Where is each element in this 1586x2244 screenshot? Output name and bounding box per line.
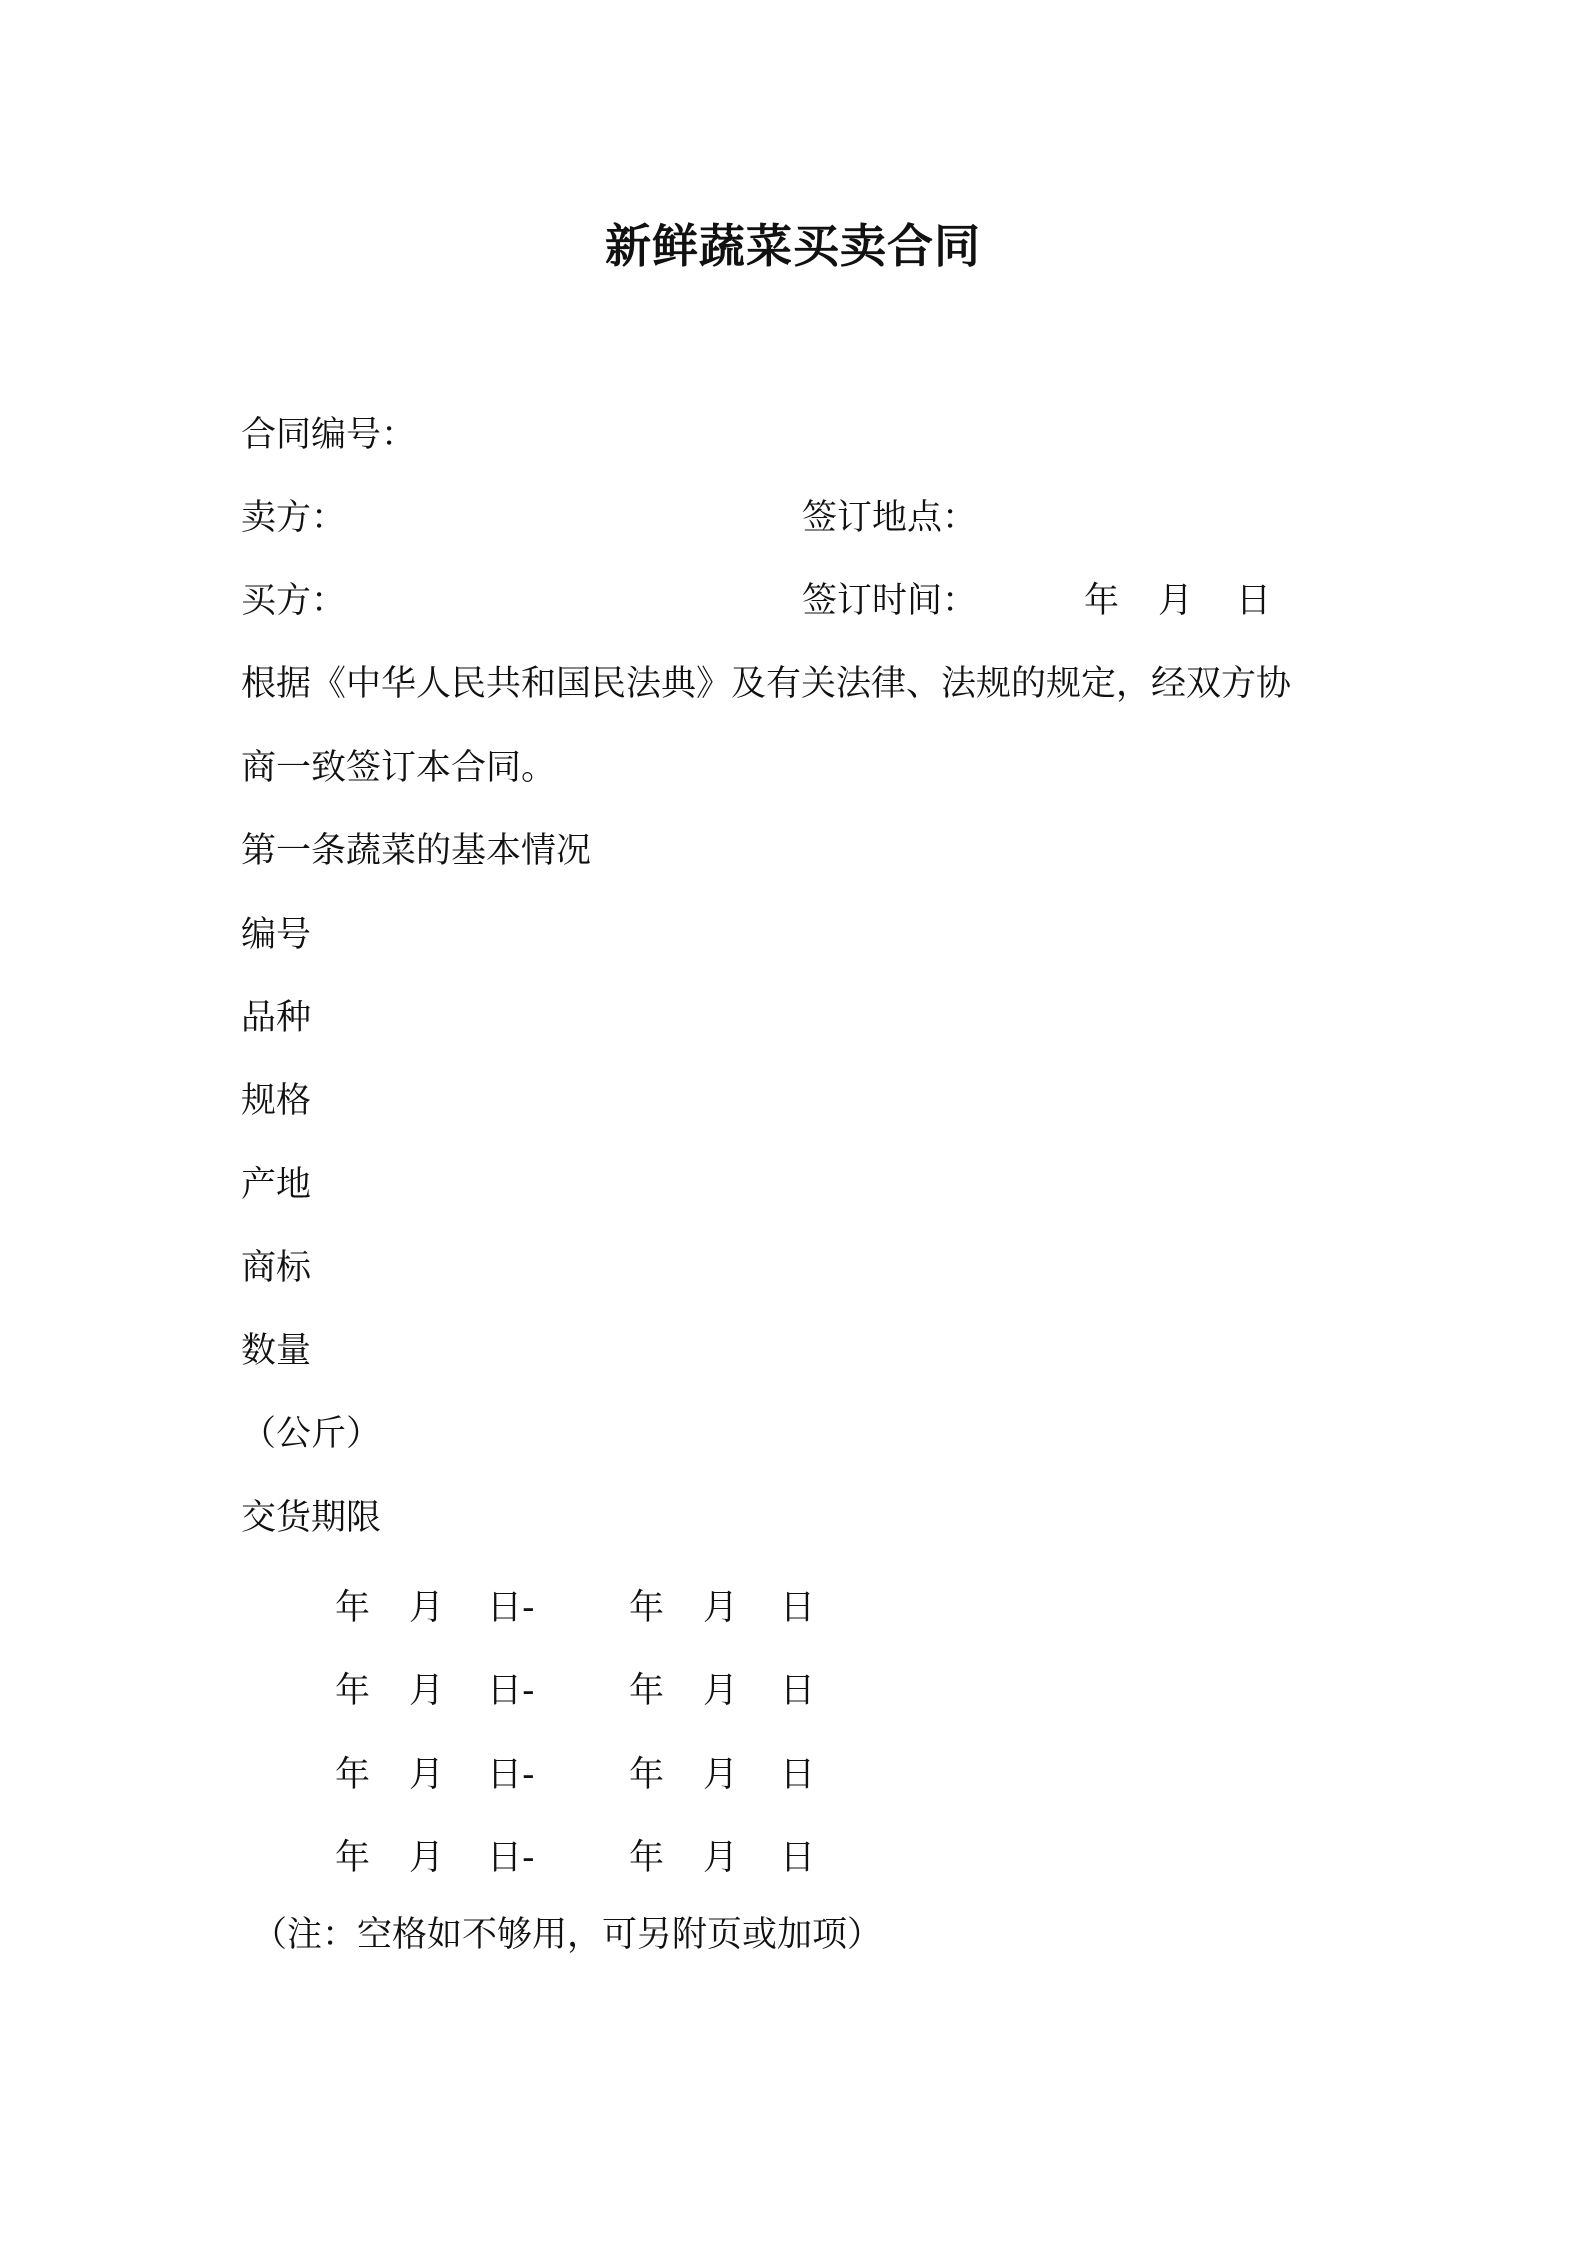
sign-time-day: 日 (1236, 581, 1272, 621)
delivery-start-year: 年 (335, 1838, 371, 1878)
footnote: （注：空格如不够用，可另附页或加项） (252, 1915, 883, 1955)
field-label-specification: 规格 (241, 1081, 312, 1121)
seller-label: 卖方： (241, 498, 347, 538)
field-label-variety: 品种 (241, 998, 312, 1038)
delivery-end-year: 年 (629, 1755, 665, 1795)
delivery-start-month: 月 (409, 1838, 445, 1878)
delivery-end-year: 年 (629, 1838, 665, 1878)
contract-number-label: 合同编号： (241, 415, 417, 455)
sign-time-year: 年 (1084, 581, 1120, 621)
delivery-end-month: 月 (703, 1755, 739, 1795)
preamble-line-1: 根据《中华人民共和国民法典》及有关法律、法规的规定，经双方协 (241, 664, 1292, 704)
document-title: 新鲜蔬菜买卖合同 (605, 219, 981, 273)
field-label-origin: 产地 (241, 1165, 312, 1205)
delivery-start-year: 年 (335, 1588, 371, 1628)
delivery-end-month: 月 (703, 1671, 739, 1711)
delivery-start-day: 日- (487, 1755, 535, 1795)
preamble-line-2: 商一致签订本合同。 (241, 748, 557, 788)
delivery-end-month: 月 (703, 1838, 739, 1878)
field-label-delivery-period: 交货期限 (241, 1498, 382, 1538)
delivery-end-day: 日 (780, 1755, 816, 1795)
delivery-start-month: 月 (409, 1755, 445, 1795)
delivery-start-year: 年 (335, 1671, 371, 1711)
field-label-quantity: 数量 (241, 1331, 312, 1371)
delivery-start-day: 日- (487, 1671, 535, 1711)
delivery-start-month: 月 (409, 1671, 445, 1711)
delivery-end-day: 日 (780, 1671, 816, 1711)
delivery-end-day: 日 (780, 1588, 816, 1628)
field-label-unit-kg: （公斤） (241, 1414, 382, 1454)
delivery-end-day: 日 (780, 1838, 816, 1878)
sign-place-label: 签订地点： (802, 498, 978, 538)
delivery-end-month: 月 (703, 1588, 739, 1628)
delivery-start-month: 月 (409, 1588, 445, 1628)
delivery-end-year: 年 (629, 1671, 665, 1711)
field-label-trademark: 商标 (241, 1248, 312, 1288)
sign-time-month: 月 (1158, 581, 1194, 621)
buyer-label: 买方： (241, 581, 347, 621)
delivery-start-day: 日- (487, 1838, 535, 1878)
field-label-number: 编号 (241, 915, 312, 955)
sign-time-label: 签订时间： (802, 581, 978, 621)
delivery-end-year: 年 (629, 1588, 665, 1628)
article-1-heading: 第一条蔬菜的基本情况 (241, 831, 592, 871)
delivery-start-day: 日- (487, 1588, 535, 1628)
delivery-start-year: 年 (335, 1755, 371, 1795)
